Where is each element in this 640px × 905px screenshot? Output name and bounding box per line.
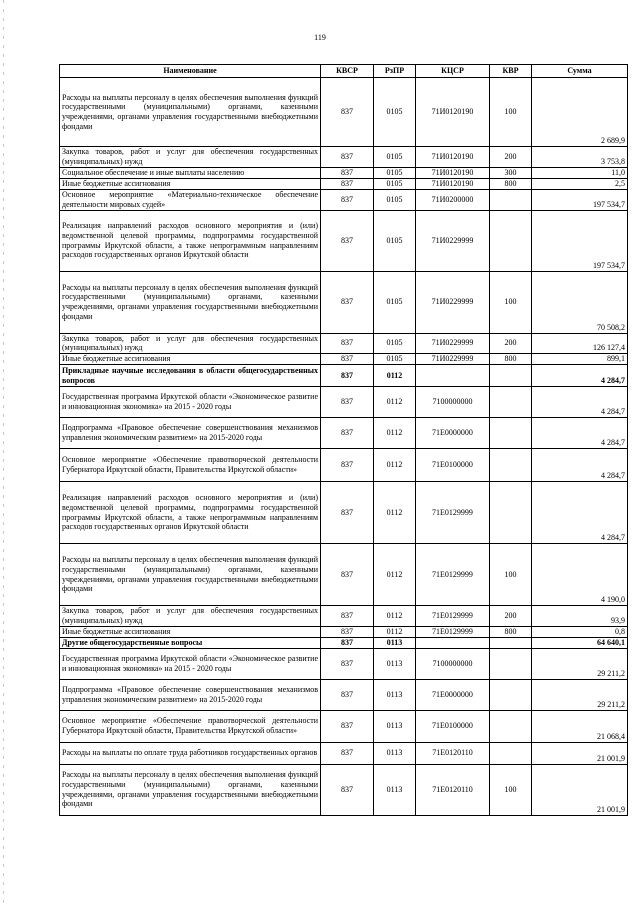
cell-kvsr: 837 [321, 78, 374, 147]
cell-sum: 4 284,7 [532, 482, 628, 544]
cell-name: Реализация направлений расходов основного мероприятия и (или) ведомственной целевой программы, подпрограммы государственной программы Иркутской области, а также непрограммным направлениям расходов государственных органов Иркутской области [60, 210, 321, 271]
cell-sum: 2,5 [532, 178, 628, 189]
cell-name: Государственная программа Иркутской области «Экономическое развитие и инновационная экономика» на 2015 - 2020 годы [60, 387, 321, 418]
page-number: 119 [314, 33, 326, 42]
cell-kvr: 200 [490, 147, 532, 168]
cell-name: Закупка товаров, работ и услуг для обеспечения государственных (муниципальных) нужд [60, 606, 321, 627]
cell-sum: 93,9 [532, 606, 628, 627]
cell-rzpr: 0112 [374, 365, 416, 387]
table-row [60, 271, 628, 333]
cell-kvr: 100 [490, 271, 532, 333]
cell-kcsr: 71И0200000 [416, 189, 490, 210]
cell-rzpr: 0112 [374, 449, 416, 482]
cell-name: Социальное обеспечение и иные выплаты населению [60, 167, 321, 178]
cell-kvr [490, 387, 532, 418]
cell-sum: 64 640,1 [532, 637, 628, 648]
cell-sum: 29 211,2 [532, 679, 628, 710]
cell-name: Закупка товаров, работ и услуг для обеспечения государственных (муниципальных) нужд [60, 147, 321, 168]
cell-rzpr: 0105 [374, 354, 416, 365]
cell-kvr: 100 [490, 544, 532, 606]
cell-name: Расходы на выплаты персоналу в целях обеспечения выполнения функций государственными (муниципальными) органами, казенными учреждениями, органами управления государственными внебюджетными фондами [60, 78, 321, 147]
cell-kvr: 800 [490, 626, 532, 637]
cell-rzpr: 0105 [374, 333, 416, 354]
table-header-row [60, 65, 628, 78]
cell-kcsr: 7100000000 [416, 387, 490, 418]
table-row [60, 710, 628, 742]
cell-kvr: 100 [490, 764, 532, 815]
cell-name: Другие общегосударственные вопросы [60, 637, 321, 648]
cell-rzpr: 0112 [374, 482, 416, 544]
cell-name: Расходы на выплаты персоналу в целях обеспечения выполнения функций государственными (муниципальными) органами, казенными учреждениями, органами управления государственными внебюджетными фондами [60, 544, 321, 606]
cell-kvr [490, 365, 532, 387]
table-body [60, 78, 628, 816]
cell-sum: 21 068,4 [532, 710, 628, 742]
cell-name: Основное мероприятие «Материально-техническое обеспечение деятельности мировых судей» [60, 189, 321, 210]
cell-kcsr: 71Е0000000 [416, 679, 490, 710]
table-row [60, 482, 628, 544]
table-row [60, 679, 628, 710]
table-row [60, 78, 628, 147]
cell-name: Иные бюджетные ассигнования [60, 354, 321, 365]
cell-sum: 899,1 [532, 354, 628, 365]
cell-sum: 126 127,4 [532, 333, 628, 354]
cell-sum: 4 190,0 [532, 544, 628, 606]
cell-sum: 4 284,7 [532, 365, 628, 387]
cell-name: Реализация направлений расходов основного мероприятия и (или) ведомственной целевой программы, подпрограммы государственной программы Иркутской области, а также непрограммным направлениям расходов государственных органов Иркутской области [60, 482, 321, 544]
cell-kcsr: 71Е0120110 [416, 742, 490, 764]
cell-sum: 197 534,7 [532, 189, 628, 210]
cell-kvr [490, 648, 532, 679]
cell-name: Основное мероприятие «Обеспечение правотворческой деятельности Губернатора Иркутской области, Правительства Иркутской области» [60, 449, 321, 482]
cell-kvsr: 837 [321, 637, 374, 648]
table-row [60, 387, 628, 418]
cell-kvr [490, 482, 532, 544]
cell-kvsr: 837 [321, 210, 374, 271]
table-row [60, 178, 628, 189]
cell-sum: 3 753,8 [532, 147, 628, 168]
header-sum: Сумма [532, 65, 628, 78]
cell-sum: 197 534,7 [532, 210, 628, 271]
cell-name: Расходы на выплаты персоналу в целях обеспечения выполнения функций государственными (муниципальными) органами, казенными учреждениями, органами управления государственными внебюджетными фондами [60, 764, 321, 815]
cell-rzpr: 0105 [374, 167, 416, 178]
header-kvr: КВР [490, 65, 532, 78]
cell-kcsr: 71И0120190 [416, 167, 490, 178]
cell-kvsr: 837 [321, 742, 374, 764]
cell-kvr [490, 210, 532, 271]
header-kcsr: КЦСР [416, 65, 490, 78]
table-row [60, 418, 628, 449]
cell-kvsr: 837 [321, 167, 374, 178]
cell-kvr [490, 449, 532, 482]
cell-kcsr: 71И0120190 [416, 78, 490, 147]
cell-sum: 0,8 [532, 626, 628, 637]
cell-kcsr: 71Е0000000 [416, 418, 490, 449]
table-row [60, 606, 628, 627]
cell-rzpr: 0113 [374, 742, 416, 764]
cell-kvsr: 837 [321, 365, 374, 387]
cell-sum: 21 001,9 [532, 764, 628, 815]
cell-kcsr [416, 365, 490, 387]
cell-sum: 70 508,2 [532, 271, 628, 333]
table-row [60, 333, 628, 354]
cell-rzpr: 0113 [374, 648, 416, 679]
cell-kcsr: 71И0229999 [416, 354, 490, 365]
cell-name: Государственная программа Иркутской области «Экономическое развитие и инновационная экономика» на 2015 - 2020 годы [60, 648, 321, 679]
cell-kvsr: 837 [321, 418, 374, 449]
cell-name: Иные бюджетные ассигнования [60, 178, 321, 189]
cell-name: Прикладные научные исследования в области общегосударственных вопросов [60, 365, 321, 387]
cell-kvr [490, 710, 532, 742]
table-row [60, 637, 628, 648]
cell-sum: 11,0 [532, 167, 628, 178]
cell-rzpr: 0113 [374, 679, 416, 710]
cell-name: Иные бюджетные ассигнования [60, 626, 321, 637]
cell-rzpr: 0105 [374, 147, 416, 168]
cell-kvsr: 837 [321, 710, 374, 742]
cell-kvsr: 837 [321, 482, 374, 544]
table-row [60, 742, 628, 764]
cell-kvsr: 837 [321, 271, 374, 333]
cell-rzpr: 0113 [374, 637, 416, 648]
cell-kcsr: 71Е0120110 [416, 764, 490, 815]
cell-sum: 29 211,2 [532, 648, 628, 679]
cell-sum: 21 001,9 [532, 742, 628, 764]
cell-kvr: 200 [490, 333, 532, 354]
cell-kcsr: 71И0229999 [416, 210, 490, 271]
cell-kcsr: 71И0229999 [416, 271, 490, 333]
budget-table [59, 64, 628, 816]
cell-rzpr: 0113 [374, 764, 416, 815]
cell-rzpr: 0105 [374, 271, 416, 333]
cell-kvsr: 837 [321, 387, 374, 418]
cell-name: Подпрограмма «Правовое обеспечение совершенствования механизмов управления экономическим развитием» на 2015-2020 годы [60, 418, 321, 449]
cell-kvr [490, 742, 532, 764]
cell-kvsr: 837 [321, 764, 374, 815]
cell-kvsr: 837 [321, 147, 374, 168]
cell-kvr: 800 [490, 178, 532, 189]
table-row [60, 189, 628, 210]
cell-sum: 4 284,7 [532, 387, 628, 418]
cell-rzpr: 0112 [374, 544, 416, 606]
cell-name: Подпрограмма «Правовое обеспечение совершенствования механизмов управления экономическим развитием» на 2015-2020 годы [60, 679, 321, 710]
header-name: Наименование [60, 65, 321, 78]
table-row [60, 167, 628, 178]
cell-name: Закупка товаров, работ и услуг для обеспечения государственных (муниципальных) нужд [60, 333, 321, 354]
table-row [60, 354, 628, 365]
cell-kvsr: 837 [321, 626, 374, 637]
cell-kvsr: 837 [321, 354, 374, 365]
cell-rzpr: 0105 [374, 210, 416, 271]
header-kvsr: КВСР [321, 65, 374, 78]
cell-rzpr: 0105 [374, 78, 416, 147]
cell-kvr [490, 189, 532, 210]
cell-kvr: 200 [490, 606, 532, 627]
table-row [60, 365, 628, 387]
cell-sum: 4 284,7 [532, 449, 628, 482]
table-row [60, 648, 628, 679]
cell-kcsr: 71И0120190 [416, 147, 490, 168]
cell-sum: 2 689,9 [532, 78, 628, 147]
cell-kcsr [416, 637, 490, 648]
cell-kcsr: 71И0229999 [416, 333, 490, 354]
cell-name: Расходы на выплаты по оплате труда работников государственных органов [60, 742, 321, 764]
table-row [60, 147, 628, 168]
cell-kvr [490, 637, 532, 648]
cell-kvsr: 837 [321, 606, 374, 627]
table-row [60, 449, 628, 482]
cell-rzpr: 0112 [374, 626, 416, 637]
cell-kvsr: 837 [321, 333, 374, 354]
cell-kvr: 100 [490, 78, 532, 147]
cell-kcsr: 71Е0129999 [416, 544, 490, 606]
cell-kvsr: 837 [321, 679, 374, 710]
cell-name: Основное мероприятие «Обеспечение правотворческой деятельности Губернатора Иркутской области, Правительства Иркутской области» [60, 710, 321, 742]
header-rzpr: РзПР [374, 65, 416, 78]
cell-kvsr: 837 [321, 648, 374, 679]
table-row [60, 210, 628, 271]
cell-kvr: 300 [490, 167, 532, 178]
cell-kcsr: 71Е0129999 [416, 482, 490, 544]
cell-kcsr: 71Е0129999 [416, 606, 490, 627]
cell-rzpr: 0112 [374, 387, 416, 418]
table-row [60, 764, 628, 815]
cell-name: Расходы на выплаты персоналу в целях обеспечения выполнения функций государственными (муниципальными) органами, казенными учреждениями, органами управления государственными внебюджетными фондами [60, 271, 321, 333]
cell-kcsr: 71Е0100000 [416, 710, 490, 742]
cell-rzpr: 0105 [374, 178, 416, 189]
cell-kcsr: 7100000000 [416, 648, 490, 679]
table-row [60, 544, 628, 606]
cell-rzpr: 0112 [374, 418, 416, 449]
cell-kvsr: 837 [321, 544, 374, 606]
cell-kcsr: 71Е0129999 [416, 626, 490, 637]
scan-edge-artifact [3, 0, 4, 905]
cell-kvr: 800 [490, 354, 532, 365]
cell-kvsr: 837 [321, 178, 374, 189]
cell-kcsr: 71Е0100000 [416, 449, 490, 482]
cell-kvr [490, 418, 532, 449]
cell-sum: 4 284,7 [532, 418, 628, 449]
cell-kcsr: 71И0120190 [416, 178, 490, 189]
cell-kvr [490, 679, 532, 710]
cell-rzpr: 0112 [374, 606, 416, 627]
table-row [60, 626, 628, 637]
cell-kvsr: 837 [321, 449, 374, 482]
cell-rzpr: 0113 [374, 710, 416, 742]
cell-rzpr: 0105 [374, 189, 416, 210]
cell-kvsr: 837 [321, 189, 374, 210]
